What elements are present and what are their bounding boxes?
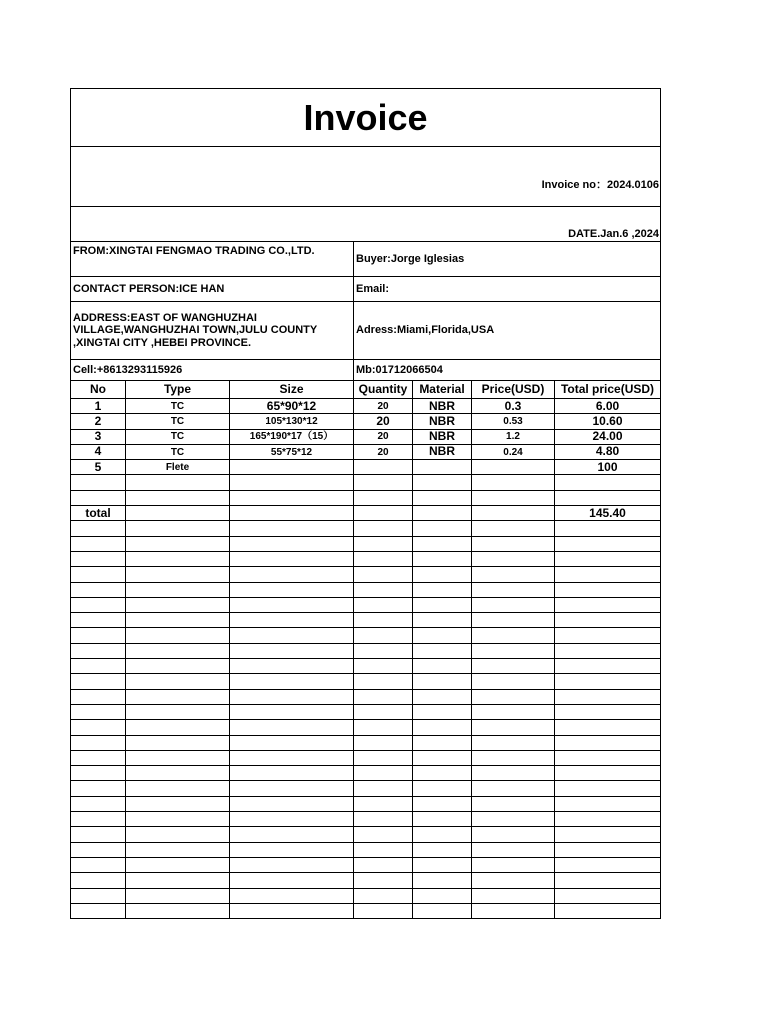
empty-row (71, 659, 661, 674)
seller-address: ADDRESS:EAST OF WANGHUZHAI VILLAGE,WANGHUZHAI TOWN,JULU COUNTY ,XINGTAI CITY ,HEBEI PROVINCE. (71, 302, 354, 360)
item-row (71, 460, 661, 475)
item-no: 2 (71, 414, 126, 429)
item-row (71, 414, 661, 429)
seller-name: FROM:XINGTAI FENGMAO TRADING CO.,LTD. (71, 242, 354, 277)
item-total: 100 (555, 460, 661, 475)
empty-row (71, 551, 661, 566)
empty-row (71, 903, 661, 918)
item-no: 1 (71, 399, 126, 414)
empty-row (71, 812, 661, 827)
empty-row (71, 521, 661, 536)
empty-row (71, 750, 661, 765)
item-price: 0.3 (472, 399, 555, 414)
empty-row (71, 827, 661, 842)
empty-row (71, 781, 661, 796)
item-quantity: 20 (354, 444, 413, 459)
item-quantity: 20 (354, 429, 413, 444)
empty-row (71, 613, 661, 628)
item-total: 6.00 (555, 399, 661, 414)
item-type: TC (126, 429, 230, 444)
item-size (230, 460, 354, 475)
item-material (413, 460, 472, 475)
total-row (71, 506, 661, 521)
empty-row (71, 720, 661, 735)
item-no: 5 (71, 460, 126, 475)
item-no: 4 (71, 444, 126, 459)
items-header-row (71, 381, 661, 399)
contact-person: CONTACT PERSON:ICE HAN (71, 277, 354, 302)
item-size: 55*75*12 (230, 444, 354, 459)
item-row (71, 429, 661, 444)
item-price: 1.2 (472, 429, 555, 444)
item-type: TC (126, 414, 230, 429)
empty-row (71, 674, 661, 689)
item-type: TC (126, 399, 230, 414)
item-row (71, 444, 661, 459)
column-header: Size (230, 381, 354, 399)
invoice-date: DATE.Jan.6 ,2024 (71, 207, 661, 242)
item-size: 65*90*12 (230, 399, 354, 414)
item-total: 10.60 (555, 414, 661, 429)
item-total: 4.80 (555, 444, 661, 459)
empty-row (71, 490, 661, 505)
item-material: NBR (413, 429, 472, 444)
empty-row (71, 536, 661, 551)
item-no: 3 (71, 429, 126, 444)
invoice-number: Invoice no：2024.0106 (71, 147, 661, 207)
buyer-mobile: Mb:01712066504 (354, 360, 661, 381)
buyer-email: Email: (354, 277, 661, 302)
empty-row (71, 597, 661, 612)
seller-cell: Cell:+8613293115926 (71, 360, 354, 381)
item-material: NBR (413, 399, 472, 414)
item-price: 0.53 (472, 414, 555, 429)
total-value: 145.40 (555, 506, 661, 521)
empty-row (71, 643, 661, 658)
item-size: 165*190*17（15） (230, 429, 354, 444)
invoice-header-table (70, 88, 661, 381)
invoice-title: Invoice (71, 89, 661, 147)
item-size: 105*130*12 (230, 414, 354, 429)
item-row (71, 399, 661, 414)
item-quantity: 20 (354, 414, 413, 429)
empty-row (71, 735, 661, 750)
empty-row (71, 857, 661, 872)
item-material: NBR (413, 414, 472, 429)
column-header: Material (413, 381, 472, 399)
empty-row (71, 704, 661, 719)
items-table (70, 380, 661, 919)
empty-row (71, 628, 661, 643)
item-type: TC (126, 444, 230, 459)
item-price (472, 460, 555, 475)
item-total: 24.00 (555, 429, 661, 444)
buyer-address: Adress:Miami,Florida,USA (354, 302, 661, 360)
item-material: NBR (413, 444, 472, 459)
column-header: Quantity (354, 381, 413, 399)
column-header: Price(USD) (472, 381, 555, 399)
invoice-sheet (70, 88, 660, 919)
empty-row (71, 766, 661, 781)
item-quantity: 20 (354, 399, 413, 414)
empty-row (71, 888, 661, 903)
total-label: total (71, 506, 126, 521)
empty-row (71, 475, 661, 490)
column-header: No (71, 381, 126, 399)
item-quantity (354, 460, 413, 475)
item-price: 0.24 (472, 444, 555, 459)
empty-row (71, 796, 661, 811)
buyer-name: Buyer:Jorge Iglesias (354, 242, 661, 277)
empty-row (71, 582, 661, 597)
empty-row (71, 873, 661, 888)
column-header: Total price(USD) (555, 381, 661, 399)
column-header: Type (126, 381, 230, 399)
empty-row (71, 567, 661, 582)
empty-row (71, 842, 661, 857)
empty-row (71, 689, 661, 704)
item-type: Flete (126, 460, 230, 475)
